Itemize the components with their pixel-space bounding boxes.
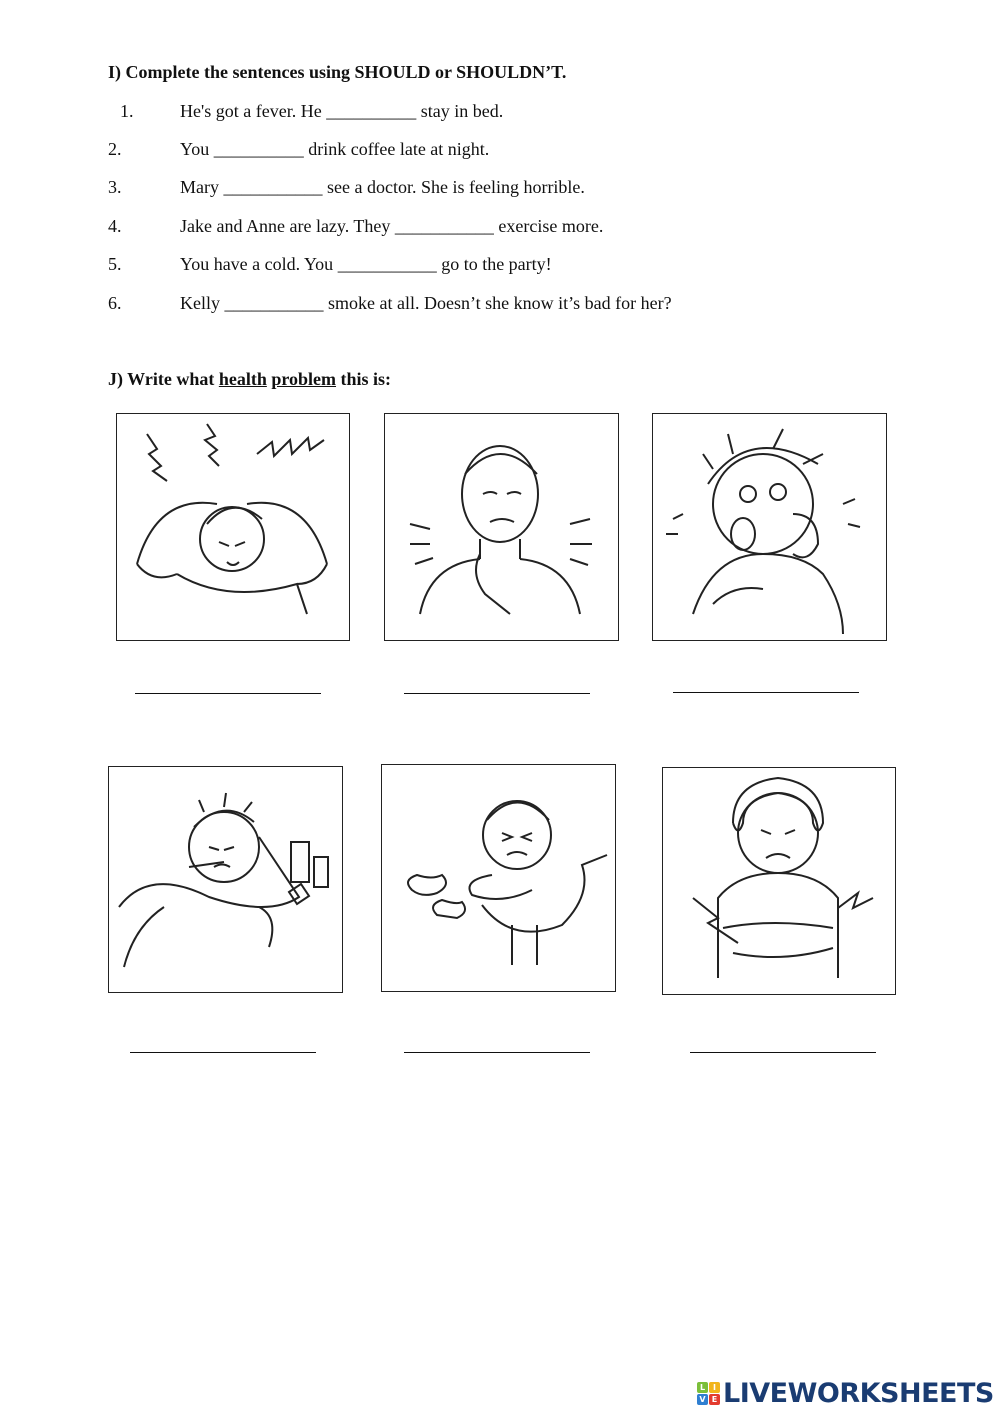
item-number: 3. (108, 177, 122, 197)
sentence-before: You have a cold. You (180, 254, 338, 274)
item-number: 2. (108, 139, 122, 159)
picture-cough (381, 764, 616, 992)
title-text: J) Write what (108, 369, 219, 389)
answer-line-5[interactable] (404, 1052, 590, 1053)
picture-toothache (652, 413, 887, 641)
answer-line-2[interactable] (404, 693, 590, 694)
picture-fever (108, 766, 343, 993)
sentence-after: see a doctor. She is feeling horrible. (322, 177, 585, 197)
logo-cube: V (697, 1394, 708, 1405)
logo-cube: E (709, 1394, 720, 1405)
title-end: this is: (336, 369, 392, 389)
answer-line-1[interactable] (135, 693, 321, 694)
answer-line-3[interactable] (673, 692, 859, 693)
sentence-text (180, 216, 603, 237)
sentence-text (180, 139, 489, 160)
logo-cube: L (697, 1382, 708, 1393)
item-number: 6. (108, 293, 122, 313)
title-health: health (218, 369, 267, 389)
picture-sore-throat (384, 413, 619, 641)
sentence-text (180, 293, 672, 314)
picture-stomachache (662, 767, 896, 995)
logo-text: LIVEWORKSHEETS (723, 1378, 994, 1409)
blank-field[interactable]: ___________ (394, 216, 494, 236)
sentence-after: smoke at all. Doesn’t she know it’s bad for her? (323, 293, 672, 313)
sentence-before: Mary (180, 177, 224, 197)
sentence-before: You (180, 139, 214, 159)
section-i-title: I) Complete the sentences using SHOULD or SHOULDN’T. (108, 62, 567, 82)
blank-field[interactable]: ___________ (337, 254, 437, 274)
sentence-after: go to the party! (436, 254, 552, 274)
sentence-before: Jake and Anne are lazy. They (180, 216, 395, 236)
liveworksheets-logo (697, 1378, 994, 1409)
sentence-text (180, 101, 503, 122)
blank-field[interactable]: __________ (213, 139, 304, 159)
item-number: 4. (108, 216, 122, 236)
sentence-after: exercise more. (493, 216, 604, 236)
picture-headache (116, 413, 350, 641)
sentence-before: Kelly (180, 293, 225, 313)
answer-line-4[interactable] (130, 1052, 316, 1053)
item-number: 5. (108, 254, 122, 274)
sentence-after: stay in bed. (416, 101, 504, 121)
blank-field[interactable]: ___________ (223, 177, 323, 197)
logo-cubes-icon (697, 1382, 720, 1405)
logo-cube: I (709, 1382, 720, 1393)
sentence-text (180, 177, 585, 198)
blank-field[interactable]: ___________ (224, 293, 324, 313)
blank-field[interactable]: __________ (326, 101, 417, 121)
sentence-before: He's got a fever. He (180, 101, 327, 121)
section-j-title (108, 369, 391, 390)
sentence-after: drink coffee late at night. (303, 139, 490, 159)
answer-line-6[interactable] (690, 1052, 876, 1053)
title-problem: problem (271, 369, 337, 389)
sentence-text (180, 254, 552, 275)
item-number: 1. (120, 101, 134, 121)
